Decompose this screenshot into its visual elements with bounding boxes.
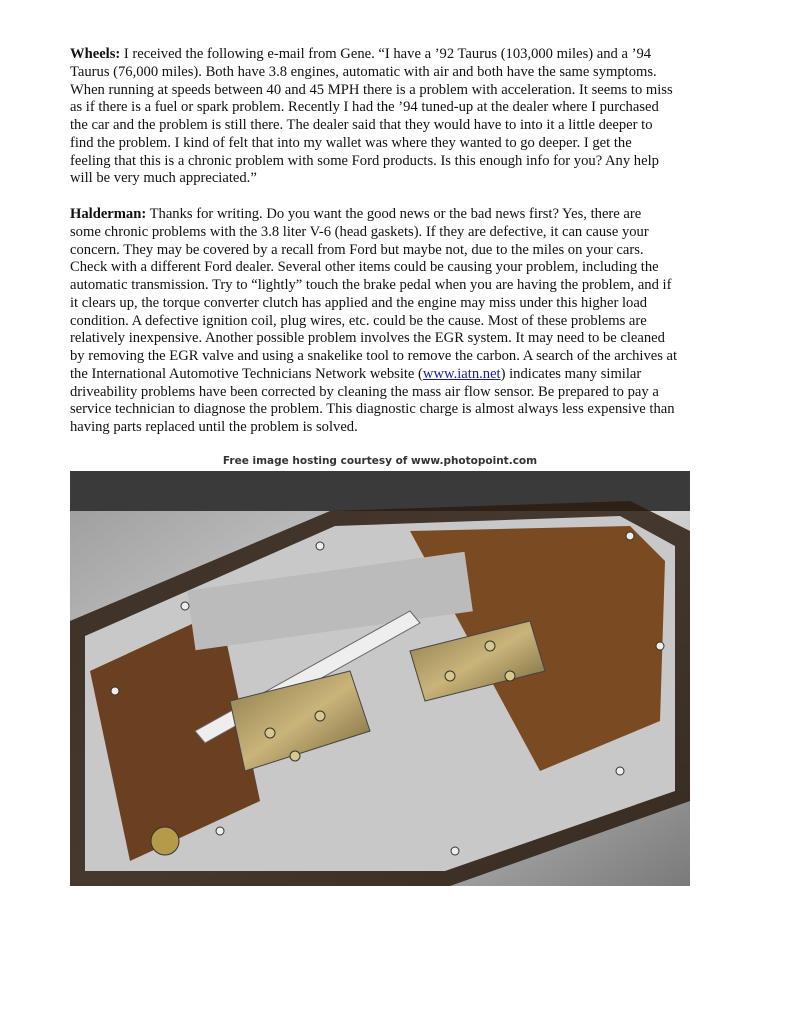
text-line: relatively inexpensive. Another possible problem involves the EGR system. It may need to be cleaned — [70, 330, 665, 347]
text-line: Taurus (76,000 miles). Both have 3.8 engines, automatic with air and both have the same symptoms. — [70, 63, 657, 80]
text-line: it clears up, the torque converter clutch has applied and the engine may miss under this higher load — [70, 294, 648, 311]
halderman-paragraph: Halderman: Thanks for writing. Do you want the good news or the bad news first? Yes, there are some chronic problems with the 3.8 liter V-6 (head gaskets). If they are defective, it can cause your concern. They may be covered by a recall from Ford but maybe not, due to the miles on your cars. Check with a different Ford dealer. Several other items could be causing your problem, including the automatic transmission. Try to “lightly” touch the brake pedal when you are having the problem, and if it clears up, the torque converter clutch has applied and the engine may miss under this higher load condition. A defective ignition coil, plug wires, etc. could be the cause. Most of these problems are relatively inexpensive. Another possible problem involves the EGR system. It may need to be cleaned by removing the EGR valve and using a snakelike tool to remove the carbon. A search of the archives at the International Automotive Technicians Network website (www.iatn.net) indicates many similar driveability problems have been corrected by cleaning the mass air flow sensor. Be prepared to pay a service technician to diagnose the problem. This diagnostic charge is almost always less expensive than having parts replaced until the problem is solved. — [70, 206, 750, 437]
text-line: having parts replaced until the problem is solved. — [70, 419, 358, 435]
text-line: When running at speeds between 40 and 45 MPH there is a problem with acceleration. It seems to miss — [70, 81, 673, 98]
wheels-label: Wheels: — [70, 46, 121, 62]
text-line: automatic transmission. Try to “lightly” touch the brake pedal when you are having the problem, and if — [70, 277, 672, 293]
halderman-label: Halderman: — [70, 206, 147, 222]
photo-caption: Free image hosting courtesy of www.photopoint.com — [222, 455, 538, 467]
text-line: by removing the EGR valve and using a snakelike tool to remove the carbon. A search of the archives at — [70, 348, 678, 364]
text-line: driveability problems have been corrected by cleaning the mass air flow sensor. Be prepared to pay a — [70, 383, 659, 400]
text-line: service technician to diagnose the problem. This diagnostic charge is almost always less expensive than — [70, 401, 675, 418]
wheels-paragraph: Wheels: I received the following e-mail from Gene. “I have a ’92 Taurus (103,000 miles) and a ’94 Taurus (76,000 miles). Both have 3.8 engines, automatic with air and both have the same symptoms. When running at speeds between 40 and 45 MPH there is a problem with acceleration. It seems to miss as if there is a fuel or spark problem. Recently I had the ’94 tuned-up at the dealer where I purchased the car and the problem is still there. The dealer said that they would have to into it a little deeper to find the problem. I kind of felt that into my wallet was where they wanted to go deeper. I get the feeling that this is a chronic problem with some Ford products. Is this enough info for you? Any help will be very much appreciated.” — [70, 46, 750, 188]
text-line: Check with a different Ford dealer. Several other items could be causing your problem, including the — [70, 259, 659, 276]
text-line: some chronic problems with the 3.8 liter V-6 (head gaskets). If they are defective, it can cause your — [70, 223, 649, 240]
engine-intake-image — [70, 471, 690, 886]
text-line: condition. A defective ignition coil, plug wires, etc. could be the cause. Most of these problems are — [70, 312, 647, 329]
text-line: find the problem. I kind of felt that into my wallet was where they wanted to go deeper. I get the — [70, 134, 632, 151]
text-line: as if there is a fuel or spark problem. Recently I had the ’94 tuned-up at the dealer where I purchased — [70, 99, 659, 116]
engine-photo — [70, 471, 690, 886]
text-line: concern. They may be covered by a recall from Ford but maybe not, due to the miles on your cars. — [70, 241, 644, 258]
text-line: the car and the problem is still there. The dealer said that they would have to into it a little deeper to — [70, 117, 653, 133]
text-line: feeling that this is a chronic problem with some Ford products. Is this enough info for you? Any help — [70, 152, 659, 169]
text-line: will be very much appreciated.” — [70, 170, 257, 187]
iatn-link[interactable]: www.iatn.net — [422, 365, 501, 382]
